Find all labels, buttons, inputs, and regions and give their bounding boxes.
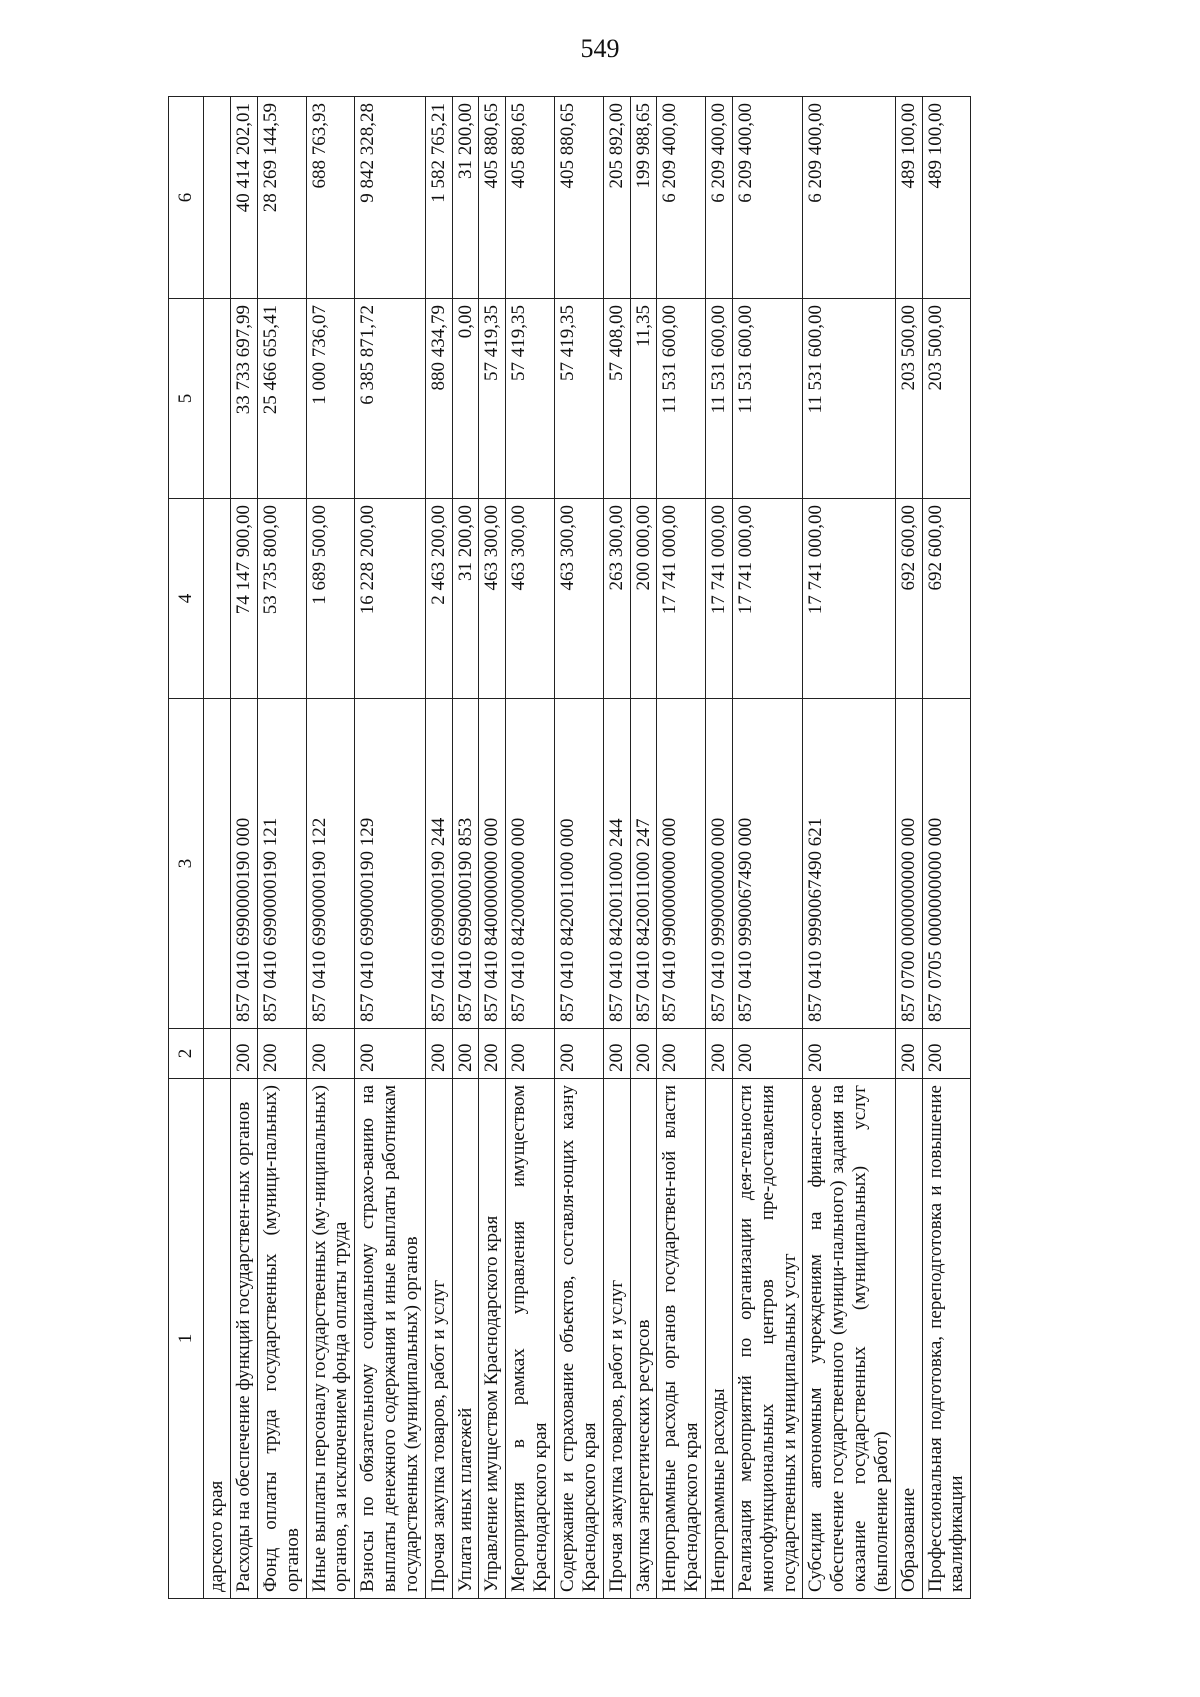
row-description: Содержание и страхование объектов, составля-ющих казну Краснодарского края xyxy=(554,1079,603,1599)
row-executed-amount: 57 419,35 xyxy=(554,299,603,499)
row-budget-code: 857 0410 6990000190 129 xyxy=(355,699,426,1029)
row-description: Субсидии автономным учреждениям на финан-совое обеспечение государственного (муници-пального) задания на оказание государственных (муниципальных) услуг (выполнение работ) xyxy=(803,1079,895,1599)
row-approved-amount xyxy=(204,499,231,699)
row-remaining-amount: 9 842 328,28 xyxy=(355,97,426,299)
page-number: 549 xyxy=(580,34,620,63)
header-col-4: 4 xyxy=(169,499,204,699)
row-approved-amount: 16 228 200,00 xyxy=(355,499,426,699)
row-remaining-amount: 205 892,00 xyxy=(603,97,630,299)
row-description: Расходы на обеспечение функций государствен-ных органов xyxy=(231,1079,258,1599)
row-description: Профессиональная подготовка, переподготовка и повышение квалификации xyxy=(922,1079,971,1599)
row-budget-code: 857 0410 8420011000 244 xyxy=(603,699,630,1029)
budget-table-body xyxy=(169,97,971,1599)
row-remaining-amount: 28 269 144,59 xyxy=(257,97,306,299)
table-row xyxy=(895,97,922,1599)
table-row xyxy=(732,97,803,1599)
row-approved-amount: 692 600,00 xyxy=(895,499,922,699)
row-direction-code: 200 xyxy=(355,1029,426,1079)
row-executed-amount: 6 385 871,72 xyxy=(355,299,426,499)
row-executed-amount: 57 419,35 xyxy=(506,299,555,499)
row-remaining-amount: 405 880,65 xyxy=(554,97,603,299)
table-row xyxy=(554,97,603,1599)
table-row xyxy=(479,97,506,1599)
row-description: Непрограммные расходы xyxy=(706,1079,733,1599)
row-approved-amount: 17 741 000,00 xyxy=(732,499,803,699)
row-executed-amount: 203 500,00 xyxy=(922,299,971,499)
row-remaining-amount: 6 209 400,00 xyxy=(803,97,895,299)
row-approved-amount: 74 147 900,00 xyxy=(231,499,258,699)
row-approved-amount: 692 600,00 xyxy=(922,499,971,699)
row-budget-code: 857 0410 8400000000 000 xyxy=(479,699,506,1029)
row-remaining-amount: 489 100,00 xyxy=(895,97,922,299)
row-budget-code: 857 0410 9900000000 000 xyxy=(657,699,706,1029)
table-row xyxy=(452,97,479,1599)
row-budget-code: 857 0410 8420011000 000 xyxy=(554,699,603,1029)
row-direction-code: 200 xyxy=(231,1029,258,1079)
row-approved-amount: 463 300,00 xyxy=(554,499,603,699)
row-direction-code: 200 xyxy=(630,1029,657,1079)
header-col-6: 6 xyxy=(169,97,204,299)
row-approved-amount: 31 200,00 xyxy=(452,499,479,699)
row-description: Уплата иных платежей xyxy=(452,1079,479,1599)
row-budget-code: 857 0410 6990000190 000 xyxy=(231,699,258,1029)
table-row xyxy=(706,97,733,1599)
row-direction-code: 200 xyxy=(506,1029,555,1079)
row-direction-code: 200 xyxy=(257,1029,306,1079)
row-budget-code: 857 0410 9990067490 621 xyxy=(803,699,895,1029)
row-executed-amount: 57 408,00 xyxy=(603,299,630,499)
row-description: Фонд оплаты труда государственных (муници-пальных) органов xyxy=(257,1079,306,1599)
row-approved-amount: 200 000,00 xyxy=(630,499,657,699)
table-row xyxy=(630,97,657,1599)
row-approved-amount: 463 300,00 xyxy=(506,499,555,699)
row-budget-code: 857 0410 6990000190 122 xyxy=(306,699,355,1029)
table-row xyxy=(506,97,555,1599)
row-remaining-amount: 405 880,65 xyxy=(479,97,506,299)
row-remaining-amount: 40 414 202,01 xyxy=(231,97,258,299)
row-executed-amount: 11 531 600,00 xyxy=(732,299,803,499)
row-budget-code: 857 0410 6990000190 244 xyxy=(425,699,452,1029)
row-executed-amount: 203 500,00 xyxy=(895,299,922,499)
table-row xyxy=(231,97,258,1599)
table-row xyxy=(603,97,630,1599)
row-description: Иные выплаты персоналу государственных (му-ниципальных) органов, за исключением фонда оплаты труда xyxy=(306,1079,355,1599)
table-row xyxy=(922,97,971,1599)
row-executed-amount: 1 000 736,07 xyxy=(306,299,355,499)
row-executed-amount: 25 466 655,41 xyxy=(257,299,306,499)
row-remaining-amount xyxy=(204,97,231,299)
row-description: Прочая закупка товаров, работ и услуг xyxy=(425,1079,452,1599)
table-row xyxy=(306,97,355,1599)
row-description: дарского края xyxy=(204,1079,231,1599)
row-description: Прочая закупка товаров, работ и услуг xyxy=(603,1079,630,1599)
row-direction-code: 200 xyxy=(732,1029,803,1079)
row-executed-amount: 11 531 600,00 xyxy=(803,299,895,499)
row-budget-code: 857 0410 6990000190 121 xyxy=(257,699,306,1029)
header-col-3: 3 xyxy=(169,699,204,1029)
table-row xyxy=(257,97,306,1599)
row-executed-amount: 33 733 697,99 xyxy=(231,299,258,499)
row-direction-code: 200 xyxy=(452,1029,479,1079)
row-approved-amount: 53 735 800,00 xyxy=(257,499,306,699)
row-direction-code: 200 xyxy=(425,1029,452,1079)
table-row xyxy=(204,97,231,1599)
row-remaining-amount: 6 209 400,00 xyxy=(732,97,803,299)
table-row xyxy=(355,97,426,1599)
table-row xyxy=(657,97,706,1599)
row-budget-code: 857 0410 8420011000 247 xyxy=(630,699,657,1029)
header-col-1: 1 xyxy=(169,1079,204,1599)
row-approved-amount: 463 300,00 xyxy=(479,499,506,699)
row-remaining-amount: 6 209 400,00 xyxy=(657,97,706,299)
header-row xyxy=(169,97,204,1599)
row-description: Закупка энергетических ресурсов xyxy=(630,1079,657,1599)
row-budget-code xyxy=(204,699,231,1029)
row-remaining-amount: 6 209 400,00 xyxy=(706,97,733,299)
row-approved-amount: 17 741 000,00 xyxy=(706,499,733,699)
row-description: Взносы по обязательному социальному страхо-ванию на выплаты денежного содержания и иные выплаты работникам государственных (муниципальных) органов xyxy=(355,1079,426,1599)
row-direction-code: 200 xyxy=(803,1029,895,1079)
row-budget-code: 857 0410 9990000000 000 xyxy=(706,699,733,1029)
row-description: Непрограммные расходы органов государствен-ной власти Краснодарского края xyxy=(657,1079,706,1599)
row-budget-code: 857 0410 6990000190 853 xyxy=(452,699,479,1029)
row-direction-code: 200 xyxy=(922,1029,971,1079)
row-description: Управление имуществом Краснодарского края xyxy=(479,1079,506,1599)
row-remaining-amount: 31 200,00 xyxy=(452,97,479,299)
row-direction-code: 200 xyxy=(306,1029,355,1079)
row-description: Реализация мероприятий по организации дея-тельности многофункциональных центров пре-доставления государственных и муниципальных услуг xyxy=(732,1079,803,1599)
table-row xyxy=(425,97,452,1599)
rotated-table-container xyxy=(168,97,1086,1599)
row-remaining-amount: 489 100,00 xyxy=(922,97,971,299)
header-col-2: 2 xyxy=(169,1029,204,1079)
row-executed-amount: 11,35 xyxy=(630,299,657,499)
row-budget-code: 857 0700 0000000000 000 xyxy=(895,699,922,1029)
row-direction-code: 200 xyxy=(479,1029,506,1079)
budget-table xyxy=(168,96,971,1599)
row-approved-amount: 1 689 500,00 xyxy=(306,499,355,699)
row-budget-code: 857 0705 0000000000 000 xyxy=(922,699,971,1029)
row-budget-code: 857 0410 9990067490 000 xyxy=(732,699,803,1029)
row-direction-code xyxy=(204,1029,231,1079)
header-col-5: 5 xyxy=(169,299,204,499)
row-description: Образование xyxy=(895,1079,922,1599)
row-executed-amount: 11 531 600,00 xyxy=(657,299,706,499)
row-direction-code: 200 xyxy=(706,1029,733,1079)
row-remaining-amount: 405 880,65 xyxy=(506,97,555,299)
row-direction-code: 200 xyxy=(895,1029,922,1079)
row-executed-amount xyxy=(204,299,231,499)
row-approved-amount: 263 300,00 xyxy=(603,499,630,699)
row-direction-code: 200 xyxy=(657,1029,706,1079)
row-executed-amount: 57 419,35 xyxy=(479,299,506,499)
row-direction-code: 200 xyxy=(554,1029,603,1079)
row-remaining-amount: 199 988,65 xyxy=(630,97,657,299)
row-budget-code: 857 0410 8420000000 000 xyxy=(506,699,555,1029)
row-executed-amount: 880 434,79 xyxy=(425,299,452,499)
row-approved-amount: 17 741 000,00 xyxy=(803,499,895,699)
table-row xyxy=(803,97,895,1599)
row-executed-amount: 0,00 xyxy=(452,299,479,499)
row-description: Мероприятия в рамках управления имуществом Краснодарского края xyxy=(506,1079,555,1599)
row-approved-amount: 17 741 000,00 xyxy=(657,499,706,699)
row-remaining-amount: 688 763,93 xyxy=(306,97,355,299)
row-direction-code: 200 xyxy=(603,1029,630,1079)
row-remaining-amount: 1 582 765,21 xyxy=(425,97,452,299)
row-executed-amount: 11 531 600,00 xyxy=(706,299,733,499)
row-approved-amount: 2 463 200,00 xyxy=(425,499,452,699)
